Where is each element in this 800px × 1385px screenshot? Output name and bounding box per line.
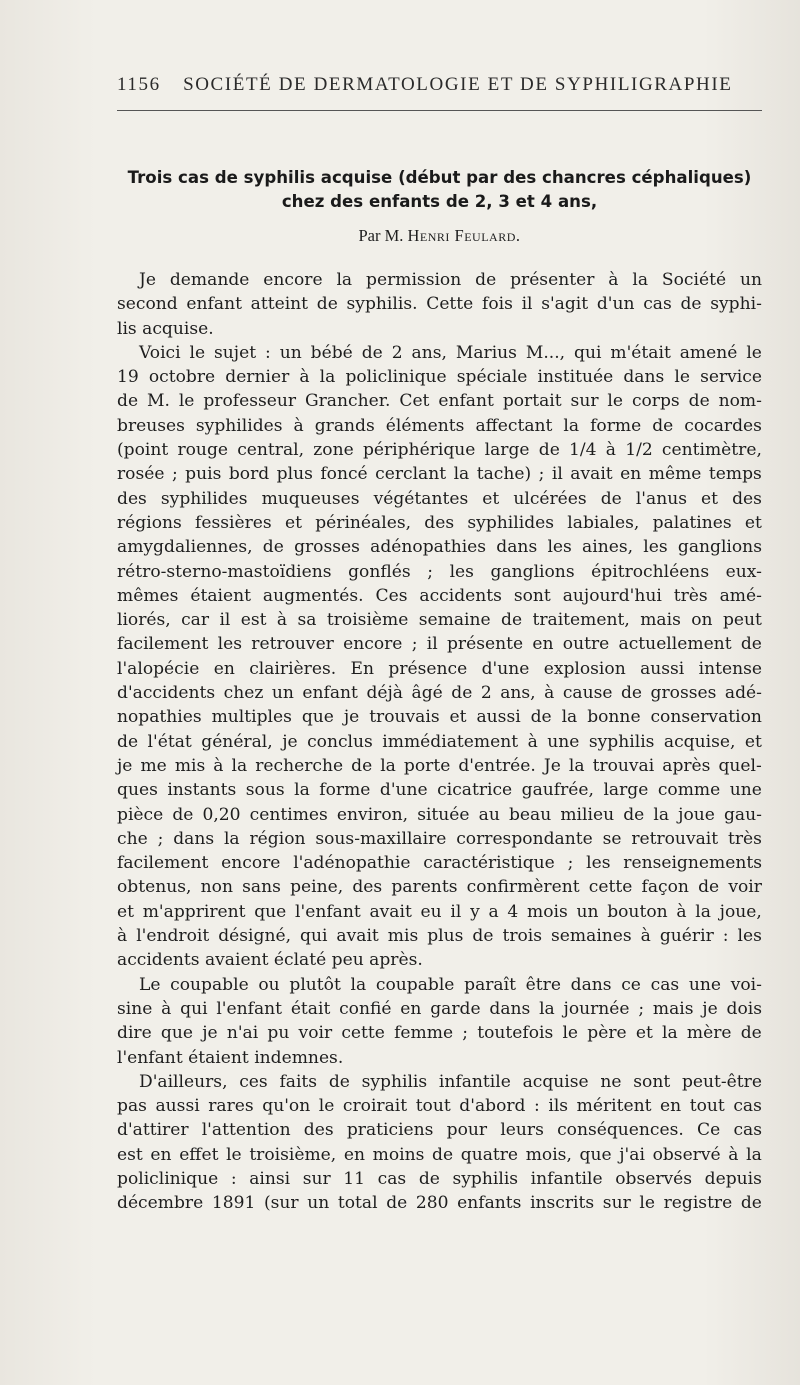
text-line: Voici le sujet : un bébé de 2 ans, Marius M..., qui m'était amené le [139, 342, 762, 363]
article-title-line-1: Trois cas de syphilis acquise (début par des chancres céphaliques) [127, 168, 752, 187]
text-line: D'ailleurs, ces faits de syphilis infantile acquise ne sont peut-être [139, 1071, 762, 1092]
text-line: ques instants sous la forme d'une cicatrice gaufrée, large comme une [117, 780, 762, 801]
article-body [117, 268, 762, 1216]
text-line: est en effet le troisième, en moins de quatre mois, que j'ai observé à la [117, 1144, 762, 1165]
text-line: facilement encore l'adénopathie caractéristique ; les renseignements [117, 853, 762, 874]
text-line: à l'endroit désigné, qui avait mis plus de trois semaines à guérir : les [117, 926, 762, 947]
text-line: pièce de 0,20 centimes environ, située au beau milieu de la joue gau- [117, 804, 762, 825]
text-line: sine à qui l'enfant était confié en garde dans la journée ; mais je dois [117, 998, 762, 1019]
header-rule [117, 110, 762, 111]
text-line: pas aussi rares qu'on le croirait tout d'abord : ils méritent en tout cas [117, 1096, 762, 1117]
text-line: Je demande encore la permission de présenter à la Société un [139, 270, 762, 290]
text-line: décembre 1891 (sur un total de 280 enfants inscrits sur le registre de [117, 1193, 762, 1214]
text-line: Le coupable ou plutôt la coupable paraît être dans ce cas une voi- [139, 974, 762, 995]
text-line: régions fessières et périnéales, des syphilides labiales, palatines et [117, 512, 762, 533]
running-title: SOCIÉTÉ DE DERMATOLOGIE ET DE SYPHILIGRAPHIE [183, 74, 733, 95]
text-line: de M. le professeur Grancher. Cet enfant portait sur le corps de nom- [117, 391, 762, 412]
text-line: accidents avaient éclaté peu après. [117, 950, 423, 971]
text-line: rosée ; puis bord plus foncé cerclant la tache) ; il avait en même temps [117, 464, 762, 485]
text-line: rétro-sterno-mastoïdiens gonflés ; les ganglions épitrochléens eux- [117, 561, 762, 582]
text-line: second enfant atteint de syphilis. Cette fois il s'agit d'un cas de syphi- [117, 294, 762, 315]
text-line: policlinique : ainsi sur 11 cas de syphilis infantile observés depuis [117, 1168, 762, 1189]
text-line: amygdaliennes, de grosses adénopathies dans les aines, les ganglions [117, 537, 762, 558]
text-line: breuses syphilides à grands éléments affectant la forme de cocardes [117, 415, 762, 436]
text-line: facilement les retrouver encore ; il présente en outre actuellement de [117, 634, 762, 655]
text-line: dire que je n'ai pu voir cette femme ; toutefois le père et la mère de [117, 1023, 762, 1044]
text-line: mêmes étaient augmentés. Ces accidents sont aujourd'hui très amé- [117, 585, 762, 606]
page-number: 1156 [117, 74, 161, 95]
running-header [117, 74, 757, 96]
text-line: obtenus, non sans peine, des parents confirmèrent cette façon de voir [117, 877, 762, 898]
text-line: lis acquise. [117, 318, 214, 339]
text-line: liorés, car il est à sa troisième semaine de traitement, mais on peut [117, 610, 762, 631]
article-title-line-2: chez des enfants de 2, 3 et 4 ans, [281, 192, 598, 211]
author-line [117, 226, 762, 246]
text-line: 19 octobre dernier à la policlinique spéciale instituée dans le service [117, 367, 762, 388]
text-line: l'alopécie en clairières. En présence d'une explosion aussi intense [117, 658, 762, 679]
text-line: je me mis à la recherche de la porte d'entrée. Je la trouvai après quel- [117, 755, 762, 776]
text-line: et m'apprirent que l'enfant avait eu il y a 4 mois un bouton à la joue, [117, 901, 762, 922]
text-line: (point rouge central, zone périphérique large de 1/4 à 1/2 centimètre, [117, 440, 762, 461]
text-line: che ; dans la région sous-maxillaire correspondante se retrouvait très [117, 828, 762, 849]
text-line: l'enfant étaient indemnes. [117, 1047, 344, 1068]
text-line: de l'état général, je conclus immédiatement à une syphilis acquise, et [117, 731, 762, 752]
text-line: d'accidents chez un enfant déjà âgé de 2 ans, à cause de grosses adé- [117, 683, 762, 704]
author-name: Henri Feulard. [407, 226, 521, 245]
text-line: des syphilides muqueuses végétantes et ulcérées de l'anus et des [117, 488, 762, 509]
article-title [117, 166, 762, 214]
author-prefix: Par M. [358, 226, 404, 245]
text-line: nopathies multiples que je trouvais et aussi de la bonne conservation [117, 707, 762, 728]
text-line: d'attirer l'attention des praticiens pour leurs conséquences. Ce cas [117, 1120, 762, 1141]
